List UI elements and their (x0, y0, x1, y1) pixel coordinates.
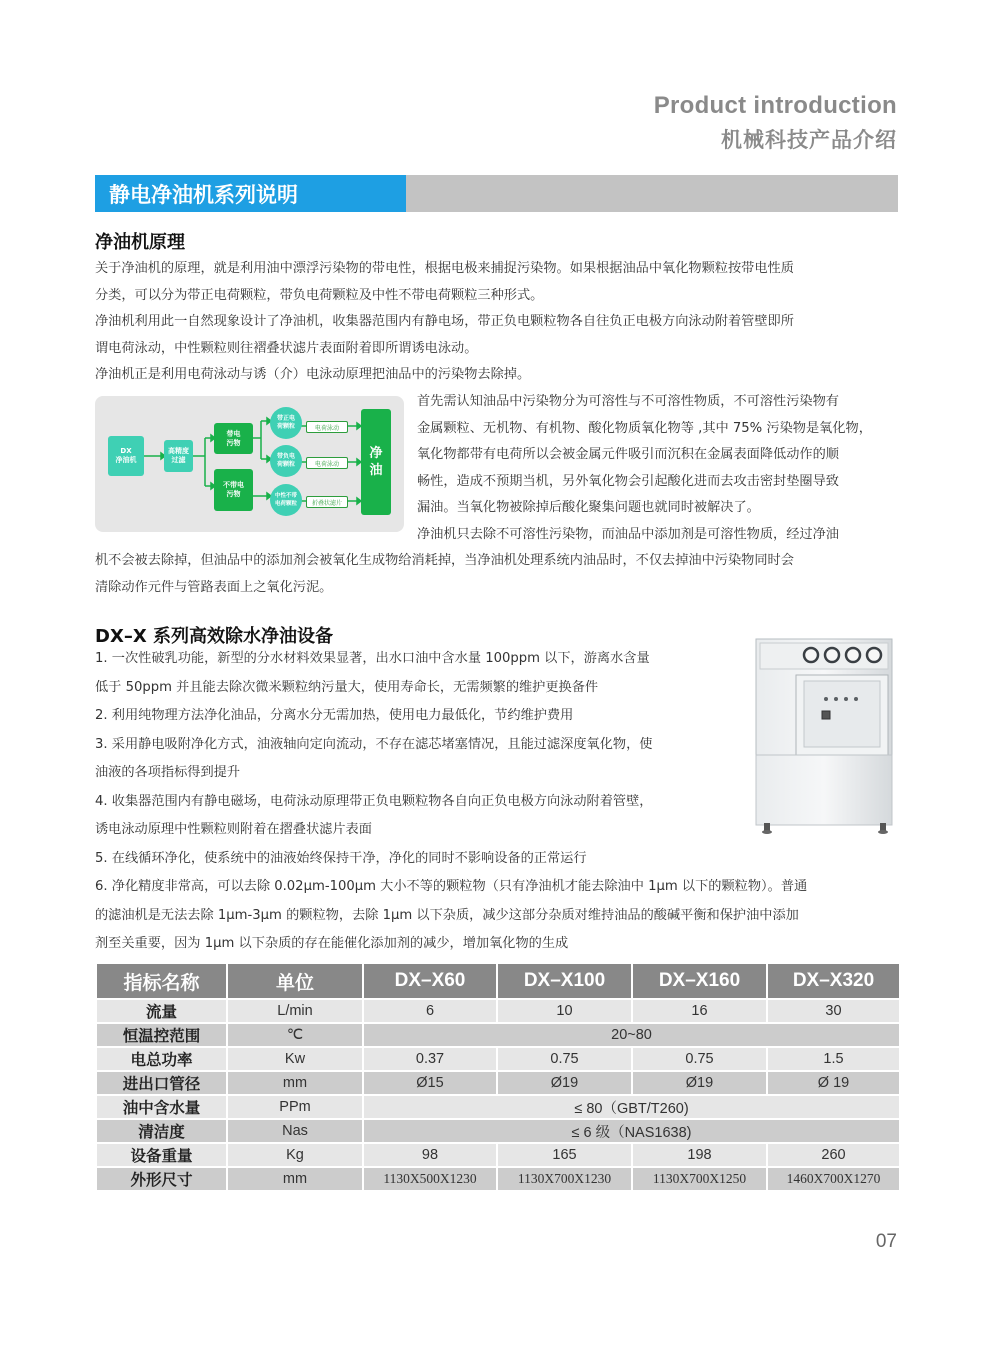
table-cell: 1130X500X1230 (363, 1167, 497, 1191)
table-cell: 0.75 (632, 1047, 767, 1071)
table-cell: ≤ 6 级（NAS1638) (363, 1119, 900, 1143)
table-cell: mm (227, 1167, 363, 1191)
text-line: 关于净油机的原理，就是利用油中漂浮污染物的带电性，根据电极来捕捉污染物。如果根据油品中氧化物颗粒按带电性质 (95, 261, 794, 276)
table-cell: 16 (632, 999, 767, 1023)
table-cell: Kw (227, 1047, 363, 1071)
header-title-cn: 机械科技产品介绍 (721, 128, 897, 152)
text-line: 畅性，造成不预期当机，另外氧化物会引起酸化进而去攻击密封垫圈导致 (417, 473, 839, 489)
table-cell: Ø19 (632, 1071, 767, 1095)
list-line: 诱电泳动原理中性颗粒则附着在摺叠状滤片表面 (95, 822, 372, 837)
table-cell: 进出口管径 (96, 1071, 227, 1095)
diagram-node-end: 净 油 (361, 409, 391, 515)
table-row-power (96, 1047, 900, 1071)
table-cell: 165 (497, 1143, 632, 1167)
list-line: 1. 一次性破乳功能，新型的分水材料效果显著，出水口油中含水量 100ppm 以下，游离水含量 (95, 651, 650, 666)
table-cell: Ø15 (363, 1071, 497, 1095)
text-line: 净油机正是利用电荷泳动与诱（介）电泳动原理把油品中的污染物去除掉。 (95, 367, 531, 383)
section1-right-paragraph (417, 389, 902, 549)
diagram-node-filter: 高精度 过滤 (164, 440, 193, 472)
list-line: 2. 利用纯物理方法净化油品，分离水分无需加热，使用电力最低化，节约维护费用 (95, 708, 574, 723)
list-line: 剂至关重要，因为 1μm 以下杂质的存在能催化添加剂的减少，增加氧化物的生成 (95, 936, 569, 951)
table-header-cell: DX–X60 (363, 963, 497, 999)
page-number: 07 (875, 1231, 897, 1252)
section-banner-accent (95, 175, 406, 212)
table-cell: Nas (227, 1119, 363, 1143)
diagram-out-2: 电荷泳动 (306, 457, 348, 469)
table-cell: 98 (363, 1143, 497, 1167)
list-line: 低于 50ppm 并且能去除次微米颗粒纳污量大，使用寿命长，无需频繁的维护更换备件 (95, 679, 599, 695)
table-cell: 1.5 (767, 1047, 900, 1071)
table-cell: 外形尺寸 (96, 1167, 227, 1191)
table-header-cell: DX–X320 (767, 963, 900, 999)
table-row-clean (96, 1119, 900, 1143)
text-line: 谓电荷泳动，中性颗粒则往褶叠状滤片表面附着即所谓诱电泳动。 (95, 340, 478, 356)
diagram-out-3: 折叠状滤片 (306, 496, 348, 508)
list-line: 6. 净化精度非常高，可以去除 0.02μm-100μm 大小不等的颗粒物（只有净油机才能去除油中 1μm 以下的颗粒物）。普通 (95, 879, 808, 894)
list-line: 的滤油机是无法去除 1μm-3μm 的颗粒物，去除 1μm 以下杂质，减少这部分杂质对维持油品的酸碱平衡和保护油中添加 (95, 907, 799, 923)
table-cell: 清洁度 (96, 1119, 227, 1143)
section2-heading: DX–X 系列高效除水净油设备 (95, 626, 333, 647)
table-cell: 1130X700X1230 (497, 1167, 632, 1191)
machine-image (752, 637, 898, 835)
table-row-temp (96, 1023, 900, 1047)
table-cell: 0.75 (497, 1047, 632, 1071)
section1-continuation (95, 548, 905, 601)
table-cell: 20~80 (363, 1023, 900, 1047)
table-cell: 1130X700X1250 (632, 1167, 767, 1191)
text-line: 清除动作元件与管路表面上之氧化污泥。 (95, 579, 333, 595)
table-header-cell: DX–X100 (497, 963, 632, 999)
header-title-en: Product introduction (653, 92, 897, 119)
table-cell: 0.37 (363, 1047, 497, 1071)
spec-table (95, 962, 901, 1192)
table-cell: 198 (632, 1143, 767, 1167)
table-cell: 10 (497, 999, 632, 1023)
table-cell: Ø 19 (767, 1071, 900, 1095)
section-banner (95, 175, 898, 212)
table-header-cell: 指标名称 (96, 963, 227, 999)
table-cell: 1460X700X1270 (767, 1167, 900, 1191)
text-line: 分类，可以分为带正电荷颗粒，带负电荷颗粒及中性不带电荷颗粒三种形式。 (95, 287, 544, 303)
list-line: 5. 在线循环净化，使系统中的油液始终保持干净，净化的同时不影响设备的正常运行 (95, 850, 587, 866)
table-cell: Ø19 (497, 1071, 632, 1095)
table-cell: 6 (363, 999, 497, 1023)
section1-paragraph (95, 256, 905, 389)
table-header-row (96, 963, 900, 999)
section2-list-top (95, 645, 745, 873)
text-line: 金属颗粒、无机物、有机物、酸化物质氧化物等 ,其中 75% 污染物是氧化物， (417, 420, 872, 436)
list-line: 油液的各项指标得到提升 (95, 765, 241, 780)
section-banner-title: 静电净油机系列说明 (109, 183, 298, 207)
table-cell: 恒温控范围 (96, 1023, 227, 1047)
table-row-weight (96, 1143, 900, 1167)
list-line: 3. 采用静电吸附净化方式，油液轴向定向流动，不存在滤芯堵塞情况，且能过滤深度氧化物，使 (95, 736, 653, 752)
text-line: 净油机利用此一自然现象设计了净油机，收集器范围内有静电场，带正负电颗粒物各自往负正电极方向泳动附着管壁即所 (95, 314, 794, 330)
list-line: 4. 收集器范围内有静电磁场，电荷泳动原理带正负电颗粒物各自向正负电极方向泳动附着管壁， (95, 793, 653, 809)
table-header-cell: 单位 (227, 963, 363, 999)
table-cell: 260 (767, 1143, 900, 1167)
principle-diagram (95, 396, 404, 532)
text-line: 净油机只去除不可溶性污染物，而油品中添加剂是可溶性物质，经过净油 (417, 526, 839, 542)
table-cell: ℃ (227, 1023, 363, 1047)
text-line: 漏油。当氧化物被除掉后酸化聚集问题也就同时被解决了。 (417, 500, 760, 516)
diagram-node-charged: 带电 污物 (214, 423, 253, 454)
diagram-node-neutral: 中性不带 电荷颗粒 (270, 484, 302, 516)
table-row-water (96, 1095, 900, 1119)
table-cell: ≤ 80（GBT/T260) (363, 1095, 900, 1119)
section1-heading: 净油机原理 (95, 232, 185, 253)
table-row-flow (96, 999, 900, 1023)
table-cell: 流量 (96, 999, 227, 1023)
table-cell: 油中含水量 (96, 1095, 227, 1119)
diagram-node-start: DX 净油机 (108, 436, 144, 476)
text-line: 首先需认知油品中污染物分为可溶性与不可溶性物质，不可溶性污染物有 (417, 394, 839, 409)
table-cell: 30 (767, 999, 900, 1023)
table-cell: PPm (227, 1095, 363, 1119)
text-line: 氧化物都带有电荷所以会被金属元件吸引而沉积在金属表面降低动作的顺 (417, 447, 839, 463)
diagram-out-1: 电荷泳动 (306, 421, 348, 433)
table-cell: L/min (227, 999, 363, 1023)
diagram-node-negative: 带负电 荷颗粒 (270, 445, 302, 477)
section2-list-bottom (95, 873, 905, 959)
diagram-node-uncharged: 不带电 污物 (214, 469, 253, 511)
text-line: 机不会被去除掉，但油品中的添加剂会被氧化生成物给消耗掉，当净油机处理系统内油品时，不仅去掉油中污染物同时会 (95, 553, 794, 568)
table-cell: Kg (227, 1143, 363, 1167)
table-header-cell: DX–X160 (632, 963, 767, 999)
table-row-size (96, 1167, 900, 1191)
table-cell: 电总功率 (96, 1047, 227, 1071)
table-row-pipe (96, 1071, 900, 1095)
table-cell: mm (227, 1071, 363, 1095)
table-cell: 设备重量 (96, 1143, 227, 1167)
diagram-node-positive: 带正电 荷颗粒 (270, 407, 302, 439)
